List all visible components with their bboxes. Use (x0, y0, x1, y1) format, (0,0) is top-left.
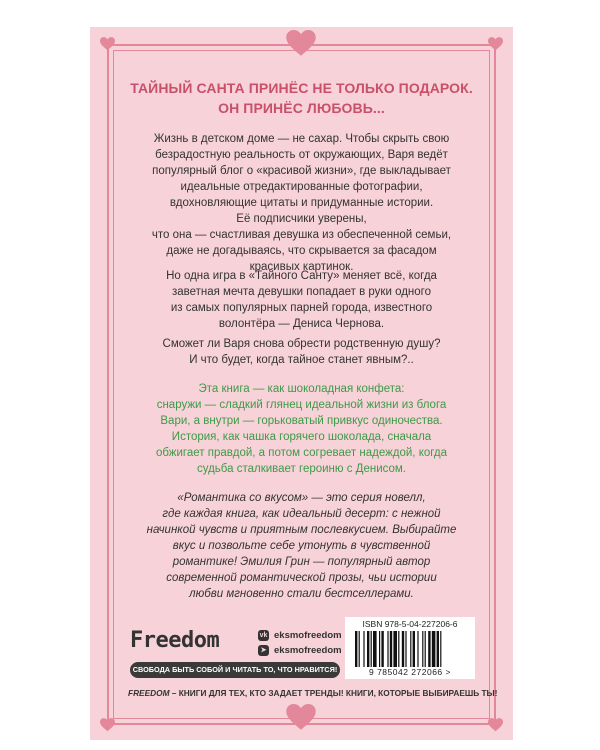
heart-icon (100, 718, 115, 732)
barcode-bar (393, 631, 397, 667)
text-line: безрадостную реальность от окружающих, Варя ведёт (155, 149, 448, 161)
barcode-bar (381, 631, 383, 667)
text-line: вкус и позвольте себе утонуть в чувственной (172, 540, 431, 552)
book-comparison-paragraph (128, 381, 475, 477)
barcode-bar (373, 631, 377, 667)
barcode-bar (387, 631, 388, 667)
text-line: заветная мечта девушки попадает в руки одного (171, 286, 432, 298)
text-line: Эта книга — как шоколадная конфета: (198, 383, 405, 395)
barcode (355, 631, 465, 667)
text-line: вдохновляющие цитаты и придуманные истории. (169, 197, 434, 209)
barcode-bar (398, 631, 399, 667)
social-link-vk[interactable] (258, 630, 342, 641)
synopsis-paragraph-2 (128, 268, 475, 332)
text-line: романтике! Эмилия Грин — популярный автор (172, 556, 431, 568)
isbn-digits: 9 785042 272066 > (368, 667, 451, 677)
tagline-text: – КНИГИ ДЛЯ ТЕХ, КТО ЗАДАЕТ ТРЕНДЫ! КНИГИ, КОТОРЫЕ ВЫБИРАЕШЬ ТЫ! (169, 688, 498, 698)
headline (130, 78, 473, 118)
text-line: «Романтика со вкусом» — это серия новелл, (177, 492, 426, 504)
text-line: обжигает правдой, а потом согревает надеждой, когда (155, 447, 448, 459)
barcode-bar (422, 631, 423, 667)
text-line: начинкой чувств и приятным послевкусием. Выбирайте (146, 524, 457, 536)
text-line: снаружи — сладкий глянец идеальной жизни из блога (156, 399, 447, 411)
barcode-bar (417, 631, 418, 667)
barcode-bar (363, 631, 364, 667)
text-line: даже не догадываясь, что скрывается за фасадом (166, 245, 437, 257)
barcode-bar (359, 631, 360, 667)
barcode-bar (413, 631, 415, 667)
barcode-bar (440, 631, 441, 667)
text-line: современной романтической прозы, чьи истории (166, 572, 437, 584)
text-line: где каждая книга, как идеальный десерт: с нежной (162, 508, 441, 520)
text-line: красивых картинок. (249, 261, 354, 273)
barcode-bar (367, 631, 369, 667)
barcode-bar (437, 631, 439, 667)
text-line: волонтёра — Дениса Чернова. (218, 318, 385, 330)
heart-icon (286, 704, 316, 731)
synopsis-paragraph-3 (128, 336, 475, 368)
telegram-icon: ➤ (258, 645, 269, 656)
barcode-bar (405, 631, 406, 667)
heart-icon (100, 37, 115, 51)
social-handle: eksmofreedom (274, 645, 342, 656)
publisher-logo: Freedom (130, 628, 220, 653)
text-line: И что будет, когда тайное станет явным?.. (189, 354, 414, 366)
headline-line: ОН ПРИНЁС ЛЮБОВЬ... (218, 100, 385, 116)
tagline-brand: FREEDOM (128, 688, 170, 698)
text-line: судьба сталкивает героиню с Денисом. (196, 463, 407, 475)
headline-line: ТАЙНЫЙ САНТА ПРИНЁС НЕ ТОЛЬКО ПОДАРОК. (130, 80, 473, 96)
barcode-bar (402, 631, 404, 667)
text-line: из самых популярных парней города, известного (170, 302, 433, 314)
publisher-slogan: СВОБОДА БЫТЬ СОБОЙ И ЧИТАТЬ ТО, ЧТО НРАВИТСЯ! (130, 662, 340, 678)
barcode-bar (410, 631, 411, 667)
text-line: что она — счастливая девушка из обеспеченной семьи, (151, 229, 452, 241)
text-line: Её подписчики уверены, (236, 213, 367, 225)
synopsis-paragraph-1 (128, 131, 475, 275)
text-line: Сможет ли Варя снова обрести родственную душу? (162, 338, 441, 350)
isbn-barcode-block (345, 617, 475, 679)
social-handle: eksmofreedom (274, 630, 342, 641)
barcode-bar (432, 631, 436, 667)
vk-icon: vk (259, 632, 268, 639)
heart-icon (488, 718, 503, 732)
barcode-bar (390, 631, 392, 667)
text-line: Но одна игра в «Тайного Санту» меняет всё, когда (166, 270, 437, 282)
barcode-bar (355, 631, 357, 667)
heart-icon (286, 30, 316, 57)
text-line: любви мгновенно стали бестселлерами. (189, 588, 414, 600)
text-line: идеальные отредактированные фотографии, (180, 181, 423, 193)
series-description-paragraph (128, 490, 475, 602)
barcode-bar (428, 631, 430, 667)
barcode-bar (371, 631, 372, 667)
text-line: Вари, а внутри — горьковатый привкус одиночества. (160, 415, 443, 427)
barcode-bar (379, 631, 380, 667)
text-line: Жизнь в детском доме — не сахар. Чтобы скрыть свою (153, 133, 450, 145)
text-line: популярный блог о «красивой жизни», где выкладывает (152, 165, 451, 177)
social-link-telegram[interactable] (258, 645, 342, 656)
isbn-label: ISBN 978-5-04-227206-6 (362, 619, 458, 629)
barcode-bar (425, 631, 426, 667)
publisher-tagline (128, 688, 498, 698)
heart-icon (488, 37, 503, 51)
text-line: История, как чашка горячего шоколада, сначала (171, 431, 432, 443)
